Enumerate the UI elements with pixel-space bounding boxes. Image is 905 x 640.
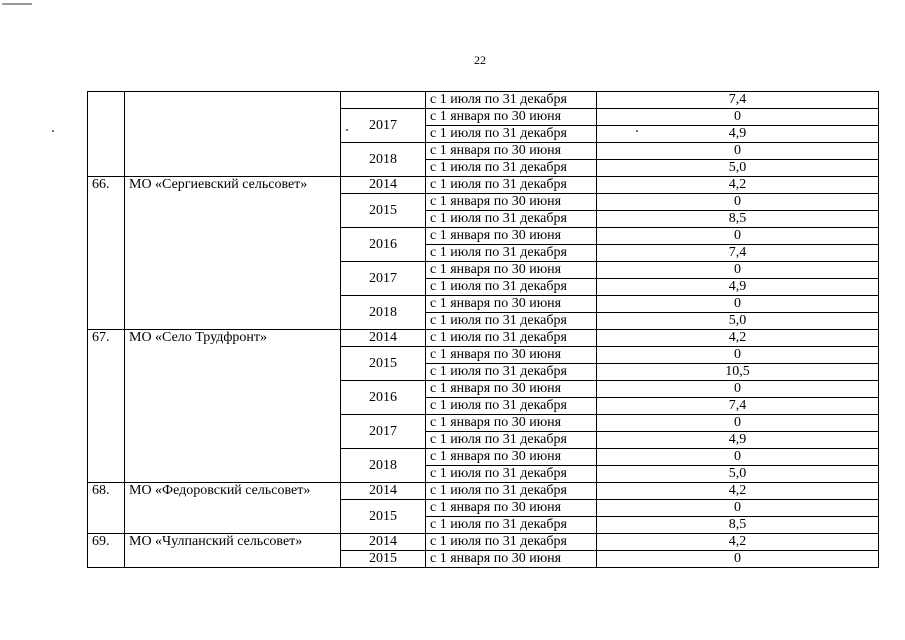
period-cell: с 1 июля по 31 декабря — [426, 483, 597, 500]
year-cell: 2014 — [341, 177, 426, 194]
period-cell: с 1 июля по 31 декабря — [426, 330, 597, 347]
period-cell: с 1 июля по 31 декабря — [426, 534, 597, 551]
period-cell: с 1 июля по 31 декабря — [426, 279, 597, 296]
value-cell: 4,2 — [597, 330, 879, 347]
municipality-name — [125, 92, 341, 177]
period-cell: с 1 января по 30 июня — [426, 415, 597, 432]
value-cell: 7,4 — [597, 245, 879, 262]
period-cell: с 1 января по 30 июня — [426, 500, 597, 517]
period-cell: с 1 июля по 31 декабря — [426, 432, 597, 449]
scan-artifact — [2, 3, 32, 5]
value-cell: 0 — [597, 228, 879, 245]
year-cell — [341, 92, 426, 109]
period-cell: с 1 января по 30 июня — [426, 296, 597, 313]
value-cell: 4,2 — [597, 534, 879, 551]
table-row — [88, 92, 879, 109]
period-cell: с 1 июля по 31 декабря — [426, 126, 597, 143]
value-cell: 7,4 — [597, 398, 879, 415]
year-cell: 2018 — [341, 296, 426, 330]
page-number: 22 — [474, 53, 486, 67]
row-number: 66. — [88, 177, 125, 330]
value-cell: 5,0 — [597, 160, 879, 177]
year-cell: 2017 — [341, 262, 426, 296]
period-cell: с 1 января по 30 июня — [426, 109, 597, 126]
value-cell: 4,9 — [597, 432, 879, 449]
period-cell: с 1 июля по 31 декабря — [426, 398, 597, 415]
table-row — [88, 534, 879, 551]
value-cell: 0 — [597, 551, 879, 568]
value-cell: 5,0 — [597, 313, 879, 330]
period-cell: с 1 июля по 31 декабря — [426, 245, 597, 262]
value-cell: 4,9 — [597, 279, 879, 296]
period-cell: с 1 января по 30 июня — [426, 381, 597, 398]
value-cell: 8,5 — [597, 211, 879, 228]
year-cell: 2015 — [341, 347, 426, 381]
municipality-name: МО «Федоровский сельсовет» — [125, 483, 341, 534]
period-cell: с 1 июля по 31 декабря — [426, 364, 597, 381]
value-cell: 0 — [597, 109, 879, 126]
period-cell: с 1 июля по 31 декабря — [426, 211, 597, 228]
row-number: 68. — [88, 483, 125, 534]
year-cell: 2015 — [341, 500, 426, 534]
period-cell: с 1 января по 30 июня — [426, 143, 597, 160]
value-cell: 0 — [597, 381, 879, 398]
municipality-name: МО «Сергиевский сельсовет» — [125, 177, 341, 330]
period-cell: с 1 января по 30 июня — [426, 194, 597, 211]
value-cell: 10,5 — [597, 364, 879, 381]
year-cell: 2017 — [341, 415, 426, 449]
year-cell: 2018 — [341, 449, 426, 483]
row-number — [88, 92, 125, 177]
year-cell: 2018 — [341, 143, 426, 177]
period-cell: с 1 января по 30 июня — [426, 347, 597, 364]
value-cell: 0 — [597, 449, 879, 466]
scan-speck — [52, 130, 54, 132]
period-cell: с 1 июля по 31 декабря — [426, 92, 597, 109]
year-cell: 2017 — [341, 109, 426, 143]
period-cell: с 1 июля по 31 декабря — [426, 160, 597, 177]
period-cell: с 1 января по 30 июня — [426, 449, 597, 466]
tariff-table — [87, 91, 879, 568]
row-number: 67. — [88, 330, 125, 483]
value-cell: 0 — [597, 296, 879, 313]
table-row — [88, 330, 879, 347]
value-cell: 0 — [597, 500, 879, 517]
value-cell: 0 — [597, 143, 879, 160]
municipality-name: МО «Село Трудфронт» — [125, 330, 341, 483]
value-cell: 0 — [597, 262, 879, 279]
period-cell: с 1 июля по 31 декабря — [426, 466, 597, 483]
period-cell: с 1 июля по 31 декабря — [426, 177, 597, 194]
table-row — [88, 177, 879, 194]
year-cell: 2014 — [341, 534, 426, 551]
table-row — [88, 483, 879, 500]
value-cell: 0 — [597, 415, 879, 432]
year-cell: 2015 — [341, 194, 426, 228]
value-cell: 4,2 — [597, 483, 879, 500]
value-cell: 0 — [597, 347, 879, 364]
period-cell: с 1 января по 30 июня — [426, 551, 597, 568]
year-cell: 2014 — [341, 483, 426, 500]
value-cell: 7,4 — [597, 92, 879, 109]
year-cell: 2014 — [341, 330, 426, 347]
value-cell: 8,5 — [597, 517, 879, 534]
value-cell: 4,9 — [597, 126, 879, 143]
period-cell: с 1 января по 30 июня — [426, 228, 597, 245]
period-cell: с 1 июля по 31 декабря — [426, 313, 597, 330]
year-cell: 2015 — [341, 551, 426, 568]
period-cell: с 1 июля по 31 декабря — [426, 517, 597, 534]
year-cell: 2016 — [341, 381, 426, 415]
period-cell: с 1 января по 30 июня — [426, 262, 597, 279]
municipality-name: МО «Чулпанский сельсовет» — [125, 534, 341, 568]
value-cell: 0 — [597, 194, 879, 211]
year-cell: 2016 — [341, 228, 426, 262]
value-cell: 4,2 — [597, 177, 879, 194]
row-number: 69. — [88, 534, 125, 568]
value-cell: 5,0 — [597, 466, 879, 483]
